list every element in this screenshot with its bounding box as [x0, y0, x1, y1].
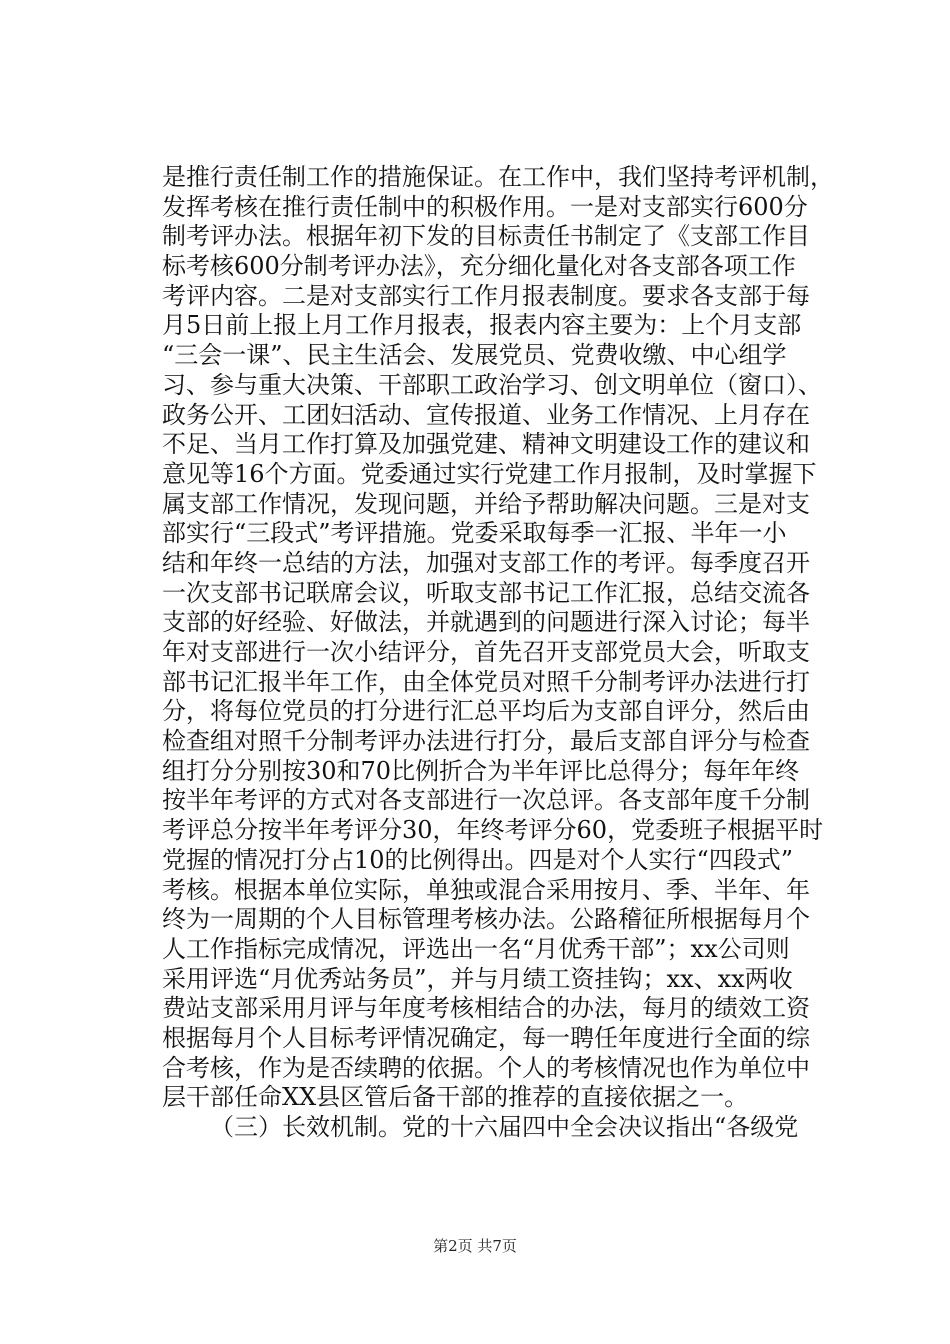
text-line: 组打分分别按30和70比例折合为半年评比总得分；每年年终 — [162, 756, 800, 785]
text-line: “三会一课”、民主生活会、发展党员、党费收缴、中心组学 — [162, 341, 787, 370]
text-line: 人工作指标完成情况，评选出一名“月优秀干部”；xx公司则 — [162, 934, 790, 963]
text-line: 发挥考核在推行责任制中的积极作用。一是对支部实行600分 — [162, 192, 808, 221]
text-line: 考核。根据本单位实际，单独或混合采用按月、季、半年、年 — [162, 875, 810, 904]
text-line: 标考核600分制考评办法》，充分细化量化对各支部各项工作 — [162, 252, 796, 281]
text-line: 考评总分按半年考评分30，年终考评分60，党委班子根据平时 — [162, 816, 824, 845]
body-text — [162, 163, 842, 1143]
text-line: 习、参与重大决策、干部职工政治学习、创文明单位（窗口）、 — [162, 370, 822, 399]
text-line: 制考评办法。根据年初下发的目标责任书制定了《支部工作目 — [162, 222, 810, 251]
text-line: 是推行责任制工作的措施保证。在工作中，我们坚持考评机制， — [162, 163, 834, 191]
text-line: 部实行“三段式”考评措施。党委采取每季一汇报、半年一小 — [162, 519, 787, 548]
text-line: 年对支部进行一次小结评分，首先召开支部党员大会，听取支 — [162, 638, 810, 666]
text-line: 采用评选“月优秀站务员”，并与月绩工资挂钩；xx、xx两收 — [162, 964, 793, 993]
text-line: 支部的好经验、好做法，并就遇到的问题进行深入讨论；每半 — [162, 608, 810, 637]
text-line: 终为一周期的个人目标管理考核办法。公路稽征所根据每月个 — [162, 905, 810, 934]
text-line: 部书记汇报半年工作，由全体党员对照千分制考评办法进行打 — [162, 667, 810, 696]
text-line: 属支部工作情况，发现问题，并给予帮助解决问题。三是对支 — [162, 489, 810, 518]
page-number-footer: 第2页 共7页 — [433, 1237, 517, 1255]
text-line: 一次支部书记联席会议，听取支部书记工作汇报，总结交流各 — [162, 578, 810, 607]
text-line: 党握的情况打分占10的比例得出。四是对个人实行“四段式” — [162, 845, 794, 874]
section-heading-line: （三）长效机制。党的十六届四中全会决议指出“各级党 — [210, 1113, 799, 1141]
text-line: 合考核，作为是否续聘的依据。个人的考核情况也作为单位中 — [162, 1053, 810, 1082]
text-line: 不足、当月工作打算及加强党建、精神文明建设工作的建议和 — [162, 430, 810, 459]
text-line: 分，将每位党员的打分进行汇总平均后为支部自评分，然后由 — [162, 697, 810, 726]
text-line: 月5日前上报上月工作月报表，报表内容主要为：上个月支部 — [162, 311, 802, 340]
text-line: 政务公开、工团妇活动、宣传报道、业务工作情况、上月存在 — [162, 400, 810, 429]
text-line: 意见等16个方面。党委通过实行党建工作月报制，及时掌握下 — [162, 459, 817, 488]
text-line: 检查组对照千分制考评办法进行打分，最后支部自评分与检查 — [162, 727, 810, 756]
text-line: 考评内容。二是对支部实行工作月报表制度。要求各支部于每 — [162, 281, 810, 310]
text-line: 结和年终一总结的方法，加强对支部工作的考评。每季度召开 — [162, 548, 810, 577]
text-line: 按半年考评的方式对各支部进行一次总评。各支部年度千分制 — [162, 786, 810, 815]
text-line: 费站支部采用月评与年度考核相结合的办法，每月的绩效工资 — [162, 994, 810, 1023]
text-line: 层干部任命XX县区管后备干部的推荐的直接依据之一。 — [162, 1083, 749, 1112]
text-line: 根据每月个人目标考评情况确定，每一聘任年度进行全面的综 — [162, 1023, 810, 1052]
